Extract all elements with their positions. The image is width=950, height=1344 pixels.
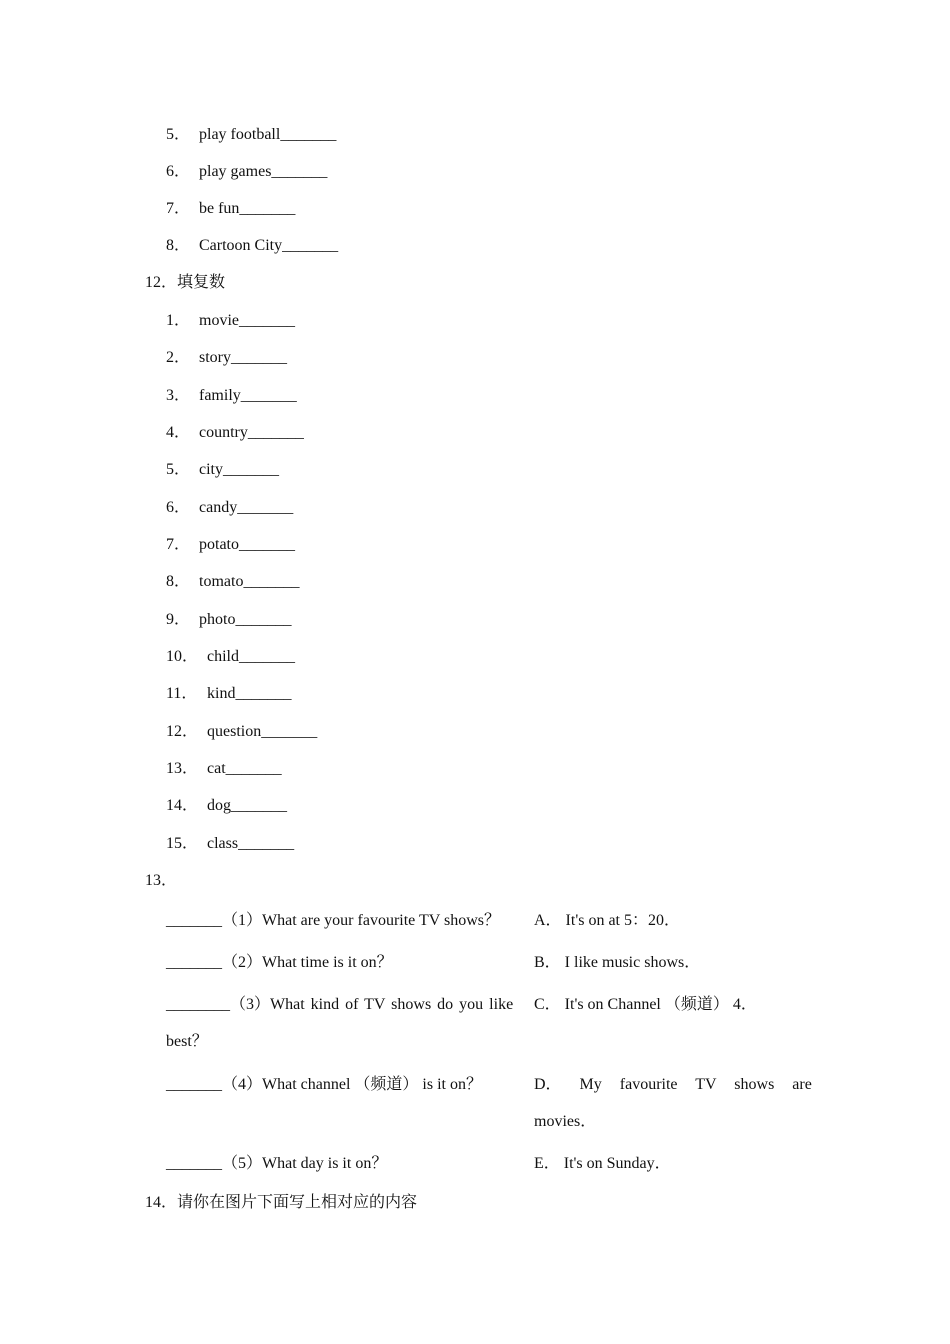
item-text: movie_______ [199,312,295,329]
answer-option: C． It's on Channel （频道） 4． [534,996,757,1013]
item-text: cat_______ [207,760,282,777]
item-text: class_______ [207,835,295,852]
item-text: Cartoon City_______ [199,237,339,254]
item-text: be fun_______ [199,200,296,217]
item-text: story_______ [199,349,287,366]
item-number: 1． [166,312,191,329]
item-text: family_______ [199,387,297,404]
item-number: 7． [166,536,191,553]
item-text: play football_______ [199,126,337,143]
question-heading: 13． [145,872,178,889]
question-item: _______（1）What are your favourite TV shows？ [166,912,501,929]
question-item: _______（2）What time is it on？ [166,954,393,971]
item-number: 7． [166,200,191,217]
question-item: _______（5）What day is it on？ [166,1155,388,1172]
item-number: 11． [166,685,198,702]
item-text: tomato_______ [199,573,300,590]
item-number: 4． [166,424,191,441]
question-heading: 12．填复数 [145,274,226,291]
question-item-continued: best？ [166,1033,208,1050]
item-text: kind_______ [207,685,292,702]
item-text: potato_______ [199,536,295,553]
item-number: 10． [166,648,199,665]
item-number: 6． [166,163,191,180]
item-number: 12． [166,723,199,740]
item-number: 14． [166,797,199,814]
item-text: play games_______ [199,163,328,180]
item-number: 2． [166,349,191,366]
answer-option: A． It's on at 5：20． [534,912,680,929]
question-heading: 14．请你在图片下面写上相对应的内容 [145,1194,418,1211]
question-item: _______（4）What channel （频道） is it on？ [166,1076,482,1093]
item-number: 5． [166,461,191,478]
item-number: 9． [166,611,191,628]
item-text: photo_______ [199,611,292,628]
answer-option: B． I like music shows． [534,954,701,971]
item-text: country_______ [199,424,304,441]
item-text: candy_______ [199,499,294,516]
item-number: 8． [166,237,191,254]
item-number: 5． [166,126,191,143]
item-number: 15． [166,835,199,852]
question-item: ________（3）What kind of TV shows do you like [166,996,514,1013]
item-text: question_______ [207,723,318,740]
answer-option-continued: movies． [534,1113,597,1130]
item-number: 6． [166,499,191,516]
item-text: child_______ [207,648,295,665]
item-number: 8． [166,573,191,590]
item-text: city_______ [199,461,279,478]
item-number: 3． [166,387,191,404]
answer-option: E． It's on Sunday． [534,1155,671,1172]
item-number: 13． [166,760,199,777]
answer-option: D． My favourite TV shows are [534,1076,812,1093]
item-text: dog_______ [207,797,287,814]
